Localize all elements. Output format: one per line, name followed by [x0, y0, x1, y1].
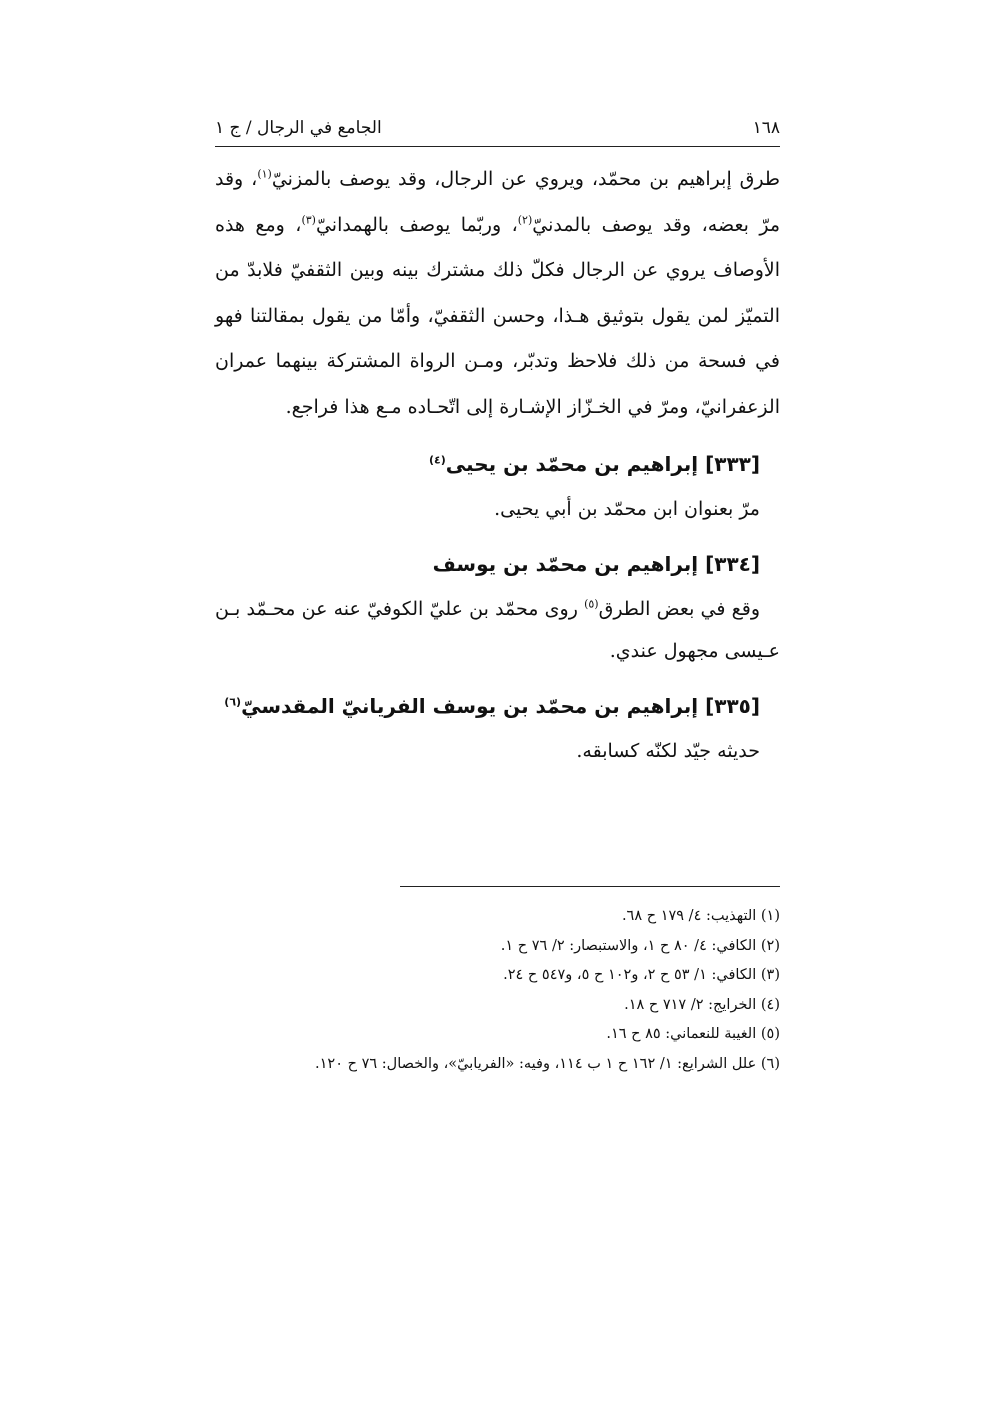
page-number: ١٦٨	[752, 118, 780, 138]
entry-heading-text: [٣٣٥] إبراهيم بن محمّد بن يوسف الفريانيّ المقدسيّ	[241, 694, 760, 718]
running-header	[215, 118, 780, 147]
footnote-ref-6[interactable]: (٦)	[224, 695, 242, 709]
entry-text: مرّ بعنوان ابن محمّد بن أبي يحيى.	[494, 498, 760, 520]
entry-text: حديثه جيّد لكنّه كسابقه.	[576, 740, 760, 762]
footnote-ref-1[interactable]: (١)	[257, 167, 272, 181]
intro-text-part-3: ، وربّما يوصف بالهمدانيّ	[315, 213, 518, 236]
entry-heading: [٣٣٤] إبراهيم بن محمّد بن يوسف	[432, 552, 760, 576]
entry-text-part-a: وقع في بعض الطرق	[598, 598, 761, 620]
footnote-ref-2[interactable]: (٢)	[517, 213, 533, 227]
footnote-4: (٤) الخرايج: ٢/ ٧١٧ ح ١٨.	[624, 996, 780, 1013]
footnote-ref-3[interactable]: (٣)	[301, 213, 316, 227]
entry-heading	[215, 440, 780, 488]
intro-paragraph	[215, 157, 780, 430]
page-body	[215, 118, 780, 772]
intro-text-part-2: ، وقد مرّ بعضه، وقد يوصف بالمدنيّ	[215, 168, 780, 236]
entry-text-part-b: روى محمّد بن عليّ الكوفيّ عنه عن محـمّد بـن عـيسى مجهول عندي.	[215, 598, 780, 662]
entry-335	[215, 682, 780, 772]
intro-paragraph-text	[215, 157, 780, 430]
footnote-6: (٦) علل الشرايع: ١/ ١٦٢ ح ١ ب ١١٤، وفيه: «الفريابيّ»، والخصال: ٧٦ ح ١٢٠.	[315, 1055, 780, 1072]
entry-334	[215, 540, 780, 672]
footnote-1: (١) التهذيب: ٤/ ١٧٩ ح ٦٨.	[621, 908, 780, 924]
footnote-5: (٥) الغيبة للنعماني: ٨٥ ح ١٦.	[606, 1026, 780, 1042]
intro-text-part-4: ، ومع هذه الأوصاف يروي عن الرجال فكلّ ذلك مشترك بينه وبين الثقفيّ فلابدّ من التميّز لمن يقول بتوثيق هـذا، وحسن الثقفيّ، وأمّا من يقول بمقالتنا فهو في فسحة من ذلك فلاحظ وتدبّر، ومـن الرواة المشتركة بينهما عمران الزعفرانيّ، ومرّ في الخـزّاز الإشـارة إلى اتّحـاده مـع هذا فراجع.	[215, 213, 780, 418]
entry-heading	[215, 682, 780, 730]
entry-text	[215, 588, 780, 672]
footnote-2: (٢) الكافي: ٤/ ٨٠ ح ١، والاستبصار: ٢/ ٧٦ ح ١.	[500, 937, 780, 954]
footnote-3: (٣) الكافي: ١/ ٥٣ ح ٢، و١٠٢ ح ٥، و٥٤٧ ح ٢٤.	[503, 967, 780, 983]
entry-heading-text: [٣٣٣] إبراهيم بن محمّد بن يحيى	[445, 452, 760, 476]
footnotes	[215, 902, 780, 1079]
footnote-ref-5[interactable]: (٥)	[584, 597, 599, 611]
entry-333	[215, 440, 780, 530]
book-title: الجامع في الرجال / ج ١	[215, 118, 382, 138]
footnote-ref-4[interactable]: (٤)	[429, 453, 446, 467]
intro-text-part-1: طرق إبراهيم بن محمّد، ويروي عن الرجال، وقد يوصف بالمزنيّ	[271, 168, 781, 190]
footnote-divider	[400, 886, 780, 887]
